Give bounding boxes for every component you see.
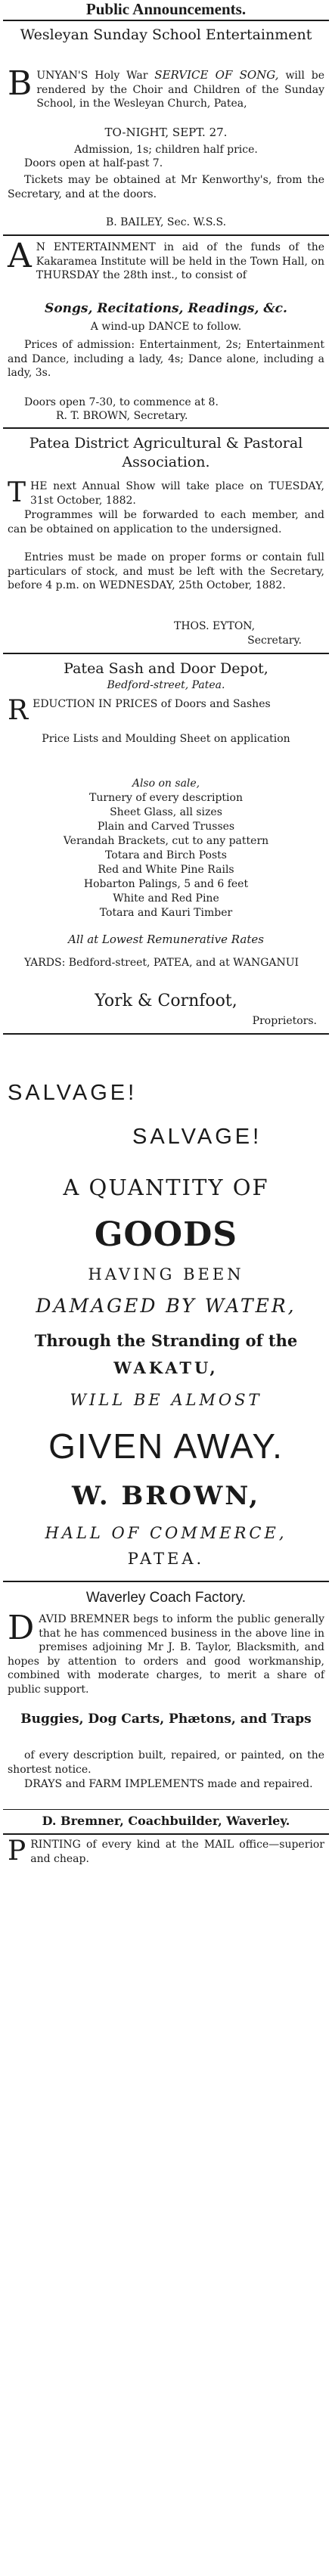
salvage-line-9: WILL BE ALMOST [70,1391,262,1409]
salvage-line-2: SALVAGE! [132,1125,262,1149]
salvage-line-11: W. BROWN, [71,1481,261,1511]
kakaramea-dance: A wind-up DANCE to follow. [90,321,242,333]
list-item: Plain and Carved Trusses [97,821,235,833]
list-item: Turnery of every description [89,792,243,804]
salvage-line-1: SALVAGE! [8,1081,138,1105]
kakaramea-doors: Doors open 7-30, to commence at 8. [24,396,219,408]
wesleyan-admission: Admission, 1s; children half price. [74,144,258,156]
waverley-title: Waverley Coach Factory. [85,1590,247,1606]
depot-reduction: R EDUCTION IN PRICES of Doors and Sashes [8,695,271,726]
dropcap: P [8,1836,26,1867]
kakaramea-signature: R. T. BROWN, Secretary. [56,410,188,422]
divider [3,1809,329,1810]
salvage-line-6: DAMAGED BY WATER, [36,1295,296,1317]
page-title: Public Announcements. [85,0,247,18]
divider [3,653,329,654]
divider [3,20,329,21]
kakaramea-body: A N ENTERTAINMENT in aid of the funds of the Kakaramea Institute will be held in the Town Hall, on THURSDAY the 28th inst., to consist of [8,237,324,281]
dropcap: D [8,1609,35,1647]
dropcap: B [8,64,33,103]
depot-items [8,791,324,920]
depot-yards: YARDS: Bedford-street, PATEA, and at WANGANUI [24,957,299,969]
kakaramea-program: Songs, Recitations, Readings, &c. [45,301,287,316]
salvage-line-13: PATEA. [127,1550,205,1568]
wesleyan-tickets: Tickets may be obtained at Mr Kenworthy's, from the Secretary, and at the doors. [8,174,324,200]
list-item: Sheet Glass, all sizes [110,806,222,818]
printing-notice: P RINTING of every kind at the MAIL office—superior and cheap. [8,1836,324,1867]
wesleyan-signature: B. BAILEY, Sec. W.S.S. [105,216,227,228]
waverley-desc: of every description built, repaired, or painted, on the shortest notice. [8,1749,324,1776]
depot-firm: York & Cornfoot, [95,992,237,1010]
depot-role: Proprietors. [252,1015,317,1027]
kakaramea-prices: Prices of admission: Entertainment, 2s; Entertainment and Dance, including a lady, 4s; Dance alone, including a lady, 3s. [8,339,324,379]
list-item: Totara and Kauri Timber [99,907,233,919]
waverley-drays: DRAYS and FARM IMPLEMENTS made and repaired. [24,1778,313,1790]
depot-also: Also on sale, [132,777,200,790]
salvage-line-4: GOODS [94,1215,238,1254]
list-item: Totara and Birch Posts [105,849,227,861]
list-item: White and Red Pine [113,892,219,905]
list-item: Hobarton Palings, 5 and 6 feet [83,878,249,890]
show-p1: T HE next Annual Show will take place on TUESDAY, 31st October, 1882. [8,477,324,508]
dropcap: A [8,237,32,275]
wesleyan-body: B UNYAN'S Holy War SERVICE OF SONG, will be rendered by the Choir and Children of the Sunday School, in the Wesleyan Church, Patea, [8,64,325,110]
show-p3: Entries must be made on proper forms or contain full particulars of stock, and must be left with the Secretary, before 4 p.m. on WEDNESDAY, 25th October, 1882. [8,551,324,591]
divider [3,1833,329,1835]
dropcap: R [8,695,29,726]
waverley-products: Buggies, Dog Carts, Phætons, and Traps [20,1712,312,1727]
list-item: Red and White Pine Rails [98,864,234,876]
depot-price-lists: Price Lists and Moulding Sheet on application [42,733,290,745]
waverley-body: D AVID BREMNER begs to inform the public generally that he has commenced business in the above line in premises adjoining Mr J. B. Taylor, Blacksmith, and hopes by attention to orders and good workmanship, combined with moderate charges, to merit a share of public support. [8,1609,324,1696]
depot-title: Patea Sash and Door Depot, [64,660,268,677]
waverley-signature: D. Bremner, Coachbuilder, Waverley. [42,1814,290,1828]
depot-address: Bedford-street, Patea. [107,679,225,691]
salvage-line-5: HAVING BEEN [88,1265,244,1283]
dropcap: T [8,477,26,508]
salvage-line-7: Through the Stranding of the [34,1331,298,1350]
divider [3,1581,329,1582]
wesleyan-doors: Doors open at half-past 7. [24,157,163,169]
show-title: Patea District Agricultural & Pastoral Association. [29,435,303,470]
depot-rates: All at Lowest Remunerative Rates [68,933,264,946]
wesleyan-date: TO-NIGHT, SEPT. 27. [104,126,228,139]
show-p2: Programmes will be forwarded to each member, and can be obtained on application to the undersigned. [8,509,324,535]
list-item: Verandah Brackets, cut to any pattern [63,835,269,847]
show-role: Secretary. [247,635,302,647]
salvage-line-8: WAKATU, [113,1358,219,1377]
divider [3,427,329,429]
divider [3,1033,329,1035]
salvage-line-3: A QUANTITY OF [63,1175,269,1200]
divider [3,234,329,236]
salvage-line-10: GIVEN AWAY. [48,1426,284,1466]
show-signature: THOS. EYTON, [174,620,256,632]
salvage-line-12: HALL OF COMMERCE, [45,1524,287,1542]
wesleyan-title: Wesleyan Sunday School Entertainment [20,26,312,43]
